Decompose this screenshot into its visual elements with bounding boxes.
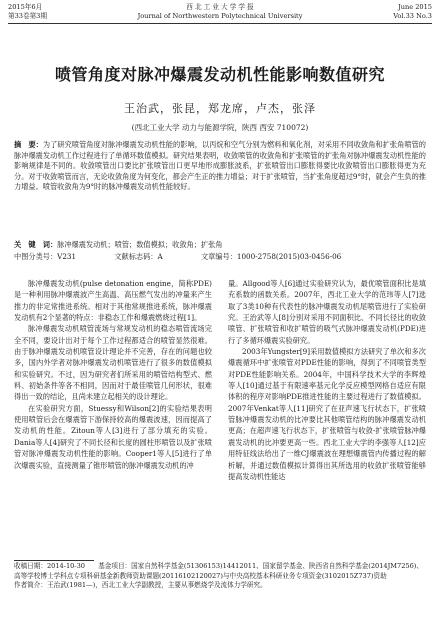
keywords-text: 脉冲爆震发动机；喷管；数值模拟；收敛角；扩张角	[57, 240, 223, 249]
paragraph: 量。Allgood等人[6]通过实验研究认为，最优喷管面积比是填充系数的函数关系。2007年，西北工业大学的范玮等人[7]选取了3类10种有代表性的脉冲爆震发动机尾喷管进行了实验研究。王治武等人[8]分别对采用不同面积比、不同长径比的收敛喷管、扩张喷管和收扩喷管的吸气式脉冲爆震发动机(PDE)进行了多循环爆震实验研究。	[228, 279, 426, 345]
document-code: 文献标志码：A	[114, 252, 163, 261]
classification-line	[14, 252, 426, 263]
clc-number: 中图分类号：V231	[14, 252, 77, 261]
author-list: 王治武，张昆，郑龙席，卢杰，张泽	[124, 102, 316, 115]
paragraph: 脉冲爆震发动机喷管流场与常规发动机的稳态喷管流场完全不同，要设计出对于每个工作过程都适合的喷管显然很难。由于脉冲爆震发动机喷管设计理论并不完善，存在的问题也较多，国内外学者对脉冲爆震发动机喷管进行了很多的数值模拟和实验研究。不过，因为研究者们所采用的喷管结构型式、燃料、初始条件等各不相同，因而对于最佳喷管几何形状，很难得出一致的结论，且尚未建立起相关的设计理论。	[14, 324, 212, 402]
issue-date: 2015年6月 第33卷第3期	[8, 3, 47, 20]
journal-name: 西 北 工 业 大 学 学 报 Journal of Northwestern Polytechnical University	[137, 3, 303, 20]
body-column-left	[14, 278, 212, 471]
footnote-rule	[14, 560, 94, 561]
keywords	[14, 240, 426, 251]
body-column-right	[228, 278, 426, 482]
abstract-text: 为了研究喷管角度对脉冲爆震发动机性能的影响，以丙烷和空气分别为燃料和氧化剂，对采用不同收敛角和扩张角喷管的脉冲爆震发动机工作过程进行了单循环数值模拟。研究结果表明，收敛喷管的收敛角和扩张喷管的扩张角对脉冲爆震发动机性能的影响规律是不同的。收敛喷管出口要比扩张喷管出口更早地形成膨胀波系，扩张喷管出口膨胀得要比收敛喷管出口膨胀得更为充分。对于收敛喷管而言，无论收敛角度为何变化，都会产生正的推力增益；对于扩张喷管，当扩张角度超过9°时，就会产生负的推力增益。喷管收敛角为9°时的脉冲爆震发动机性能较好。	[14, 140, 426, 192]
paragraph: 2003年Yungster[9]采用数值模拟方法研究了单次和多次爆震循环中扩张喷管对PDE性能的影响，得到了不同喷管类型对PDE性能影响关系。2004年，中国科学技术大学的李辉煌等人[10]通过基于有限速率基元化学反应模型网格自适应有限体积的程序对影响PDE推进性能的主要过程进行了数值模拟。2007年Venkat等人[11]研究了在亚声速飞行状态下，扩张喷管脉冲爆震发动机的比冲要比其他喷管结构的脉冲爆震发动机更高；在超声速飞行状态下，扩张喷管与收敛-扩张喷管脉冲爆震发动机的比冲要更高一些。西北工业大学的李强等人[12]应用特征线法给出了一维CJ爆震波在理想爆震管内传播过程的解析解，并通过数值模拟计算得出其所选用的收敛扩张喷管能够提高发动机性能达	[228, 347, 426, 481]
paper-title: 喷管角度对脉冲爆震发动机性能影响数值研究	[54, 65, 385, 84]
volume-info: June 2015 Vol.33 No.3	[393, 3, 432, 20]
keywords-label: 关 键 词：	[14, 240, 58, 249]
footnote	[14, 562, 426, 591]
funding-note: 收稿日期：2014-10-30 基金项目：国家自然科学基金(51306153)14412011、国家留学基金、陕西省自然科学基金(2014JM7256)、高等学校博士学科点专项科研基金新教师资助课题(20116102120027)与中央高校基本科研业务专项资金(3102015Z737)资助	[14, 562, 423, 580]
paragraph: 脉冲爆震发动机(pulse detonation engine，简称PDE)是一种利用脉冲爆震波产生高温、高压燃气发出的冲量来产生推力的非定常推进系统。相对于其他常规推进系统，脉冲爆震发动机有2个显著的特点：非稳态工作和爆震燃烧过程[1]。	[14, 279, 212, 323]
abstract	[14, 140, 426, 193]
abstract-label: 摘 要：	[14, 140, 43, 149]
paragraph: 在实验研究方面，Stuessy和Wilson[2]的实验结果表明使用喷管后会在爆震管下游保持较高的爆震波速，因而提高了发动机的性能。Zitoun等人[3]进行了部分填充的实验。Dania等人[4]研究了不同长径和长度的圆柱形喷管以及扩张喷管对脉冲爆震发动机性能的影响。Cooper1等人[5]进行了单次爆震实验，直接测量了锥形喷管的脉冲爆震发动机的冲	[14, 403, 212, 470]
author-bio: 作者简介：王治武(1981—)，西北工业大学副教授，主要从事燃烧学及流体力学研究。	[14, 581, 267, 590]
article-number: 文章编号：1000-2758(2015)03-0456-06	[200, 252, 342, 261]
running-header	[8, 3, 432, 25]
affiliation: (西北工业大学 动力与能源学院，陕西 西安 710072)	[131, 123, 309, 132]
header-rule	[8, 23, 432, 24]
